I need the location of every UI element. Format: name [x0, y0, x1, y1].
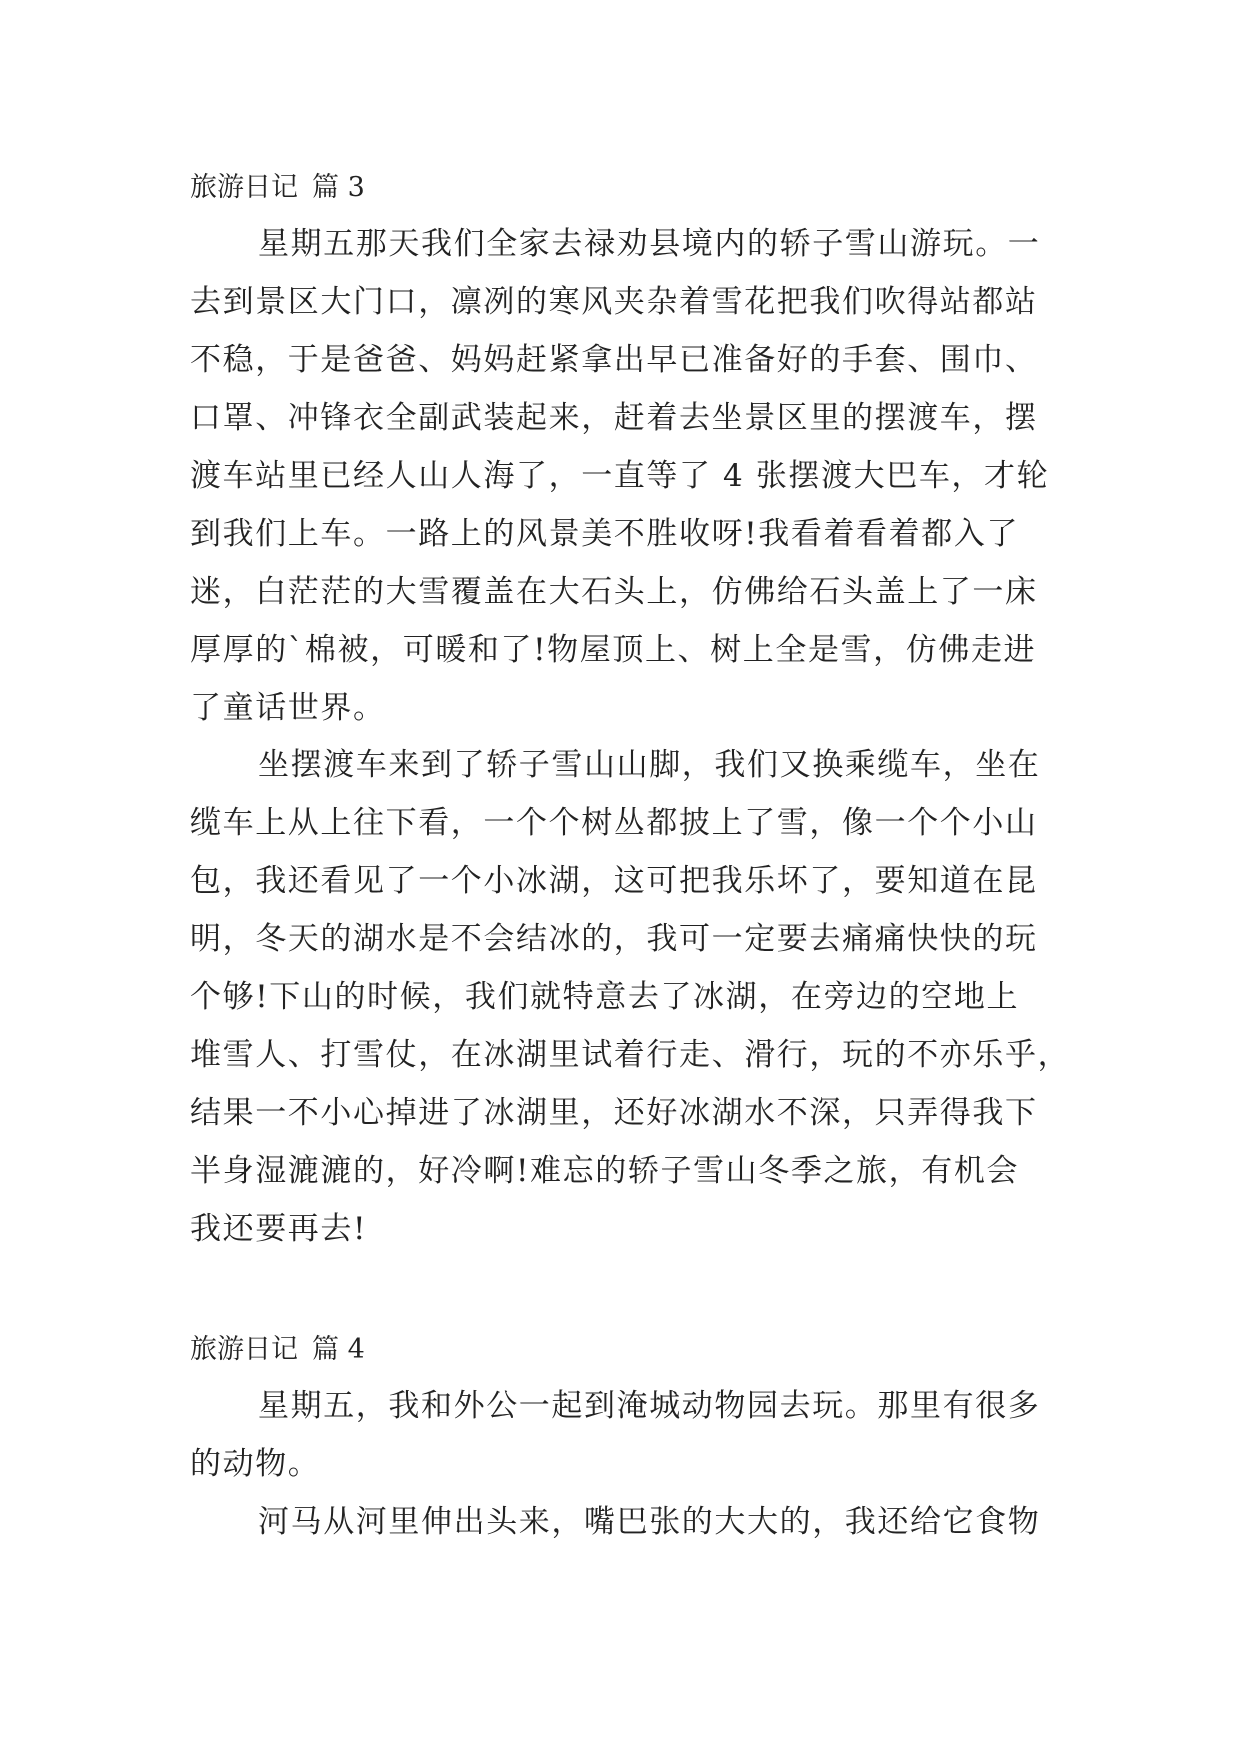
paragraph	[190, 736, 1090, 1258]
paragraph	[190, 1377, 1090, 1493]
text-line: 包，我还看见了一个小冰湖，这可把我乐坏了，要知道在昆	[190, 863, 1038, 899]
section-title-part: 篇 4	[312, 1334, 365, 1365]
text-line: 半身湿漉漉的，好冷啊!难忘的轿子雪山冬季之旅，有机会	[190, 1153, 1020, 1189]
text-line: 不稳，于是爸爸、妈妈赶紧拿出早已准备好的手套、围巾、	[190, 342, 1038, 378]
text-line: 口罩、冲锋衣全副武装起来，赶着去坐景区里的摆渡车，摆	[190, 400, 1038, 436]
text-line: 缆车上从上往下看，一个个树丛都披上了雪，像一个个小山	[190, 805, 1038, 841]
section-title-main: 旅游日记	[190, 172, 298, 203]
text-line: 坐摆渡车来到了轿子雪山山脚，我们又换乘缆车，坐在	[258, 747, 1041, 783]
text-line: 星期五那天我们全家去禄劝县境内的轿子雪山游玩。一	[258, 226, 1041, 262]
text-line: 堆雪人、打雪仗，在冰湖里试着行走、滑行，玩的不亦乐乎，	[190, 1037, 1071, 1073]
section-title-main: 旅游日记	[190, 1334, 298, 1365]
paragraph	[190, 215, 1090, 737]
text-line: 去到景区大门口，凛冽的寒风夹杂着雪花把我们吹得站都站	[190, 284, 1038, 320]
text-line: 明，冬天的湖水是不会结冰的，我可一定要去痛痛快快的玩	[190, 921, 1038, 957]
text-line: 的动物。	[190, 1446, 321, 1482]
text-line: 星期五，我和外公一起到淹城动物园去玩。那里有很多	[258, 1388, 1041, 1424]
section-title-part: 篇 3	[312, 172, 365, 203]
text-line: 迷，白茫茫的大雪覆盖在大石头上，仿佛给石头盖上了一床	[190, 574, 1038, 610]
text-line: 河马从河里伸出头来，嘴巴张的大大的，我还给它食物	[258, 1504, 1041, 1540]
text-line: 厚厚的`棉被，可暖和了!物屋顶上、树上全是雪，仿佛走进	[190, 632, 1037, 668]
text-line: 个够!下山的时候，我们就特意去了冰湖，在旁边的空地上	[190, 979, 1020, 1015]
text-line: 结果一不小心掉进了冰湖里，还好冰湖水不深，只弄得我下	[190, 1095, 1038, 1131]
section-title	[190, 168, 365, 208]
text-line: 到我们上车。一路上的风景美不胜收呀!我看着看着都入了	[190, 516, 1020, 552]
text-line: 了童话世界。	[190, 690, 386, 726]
paragraph	[190, 1493, 1090, 1551]
section-title	[190, 1330, 365, 1370]
text-line: 渡车站里已经人山人海了，一直等了 4 张摆渡大巴车，才轮	[190, 458, 1050, 494]
text-line: 我还要再去!	[190, 1211, 368, 1247]
